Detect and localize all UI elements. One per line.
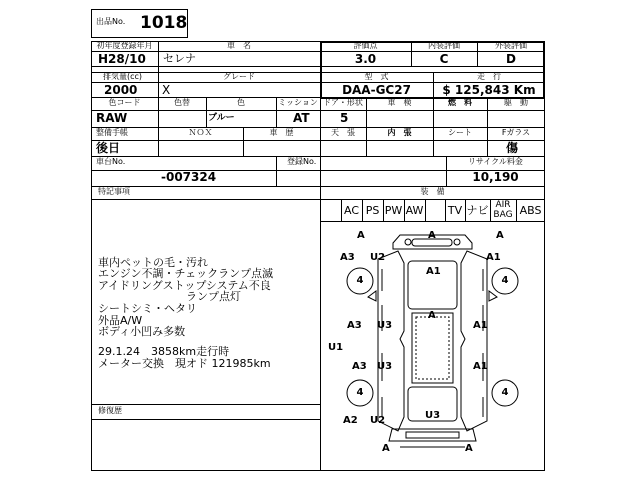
color-code-value: RAW <box>96 111 128 125</box>
color-label: 色 <box>237 98 245 107</box>
front-glass-value: 傷 <box>506 141 519 155</box>
transmission-value: AT <box>293 111 310 125</box>
damage-mark: A3 <box>347 320 362 331</box>
note-line: メーター交換 現オド 121985km <box>98 357 271 370</box>
lot-number: 1018 <box>140 13 188 33</box>
tire-mark-rear-left: 4 <box>356 387 364 398</box>
damage-mark: A3 <box>352 361 367 372</box>
damage-mark: A <box>357 230 365 241</box>
car-name-label: 車 名 <box>227 41 251 50</box>
damage-mark: A <box>496 230 504 241</box>
doors-label: ドア・形状 <box>323 98 363 107</box>
note-line: シートシミ・ヘタリ <box>98 302 197 315</box>
damage-mark: A <box>465 443 473 454</box>
score-label: 評価点 <box>353 41 378 50</box>
note-line: ランプ点灯 <box>98 290 241 303</box>
model-label: 型 式 <box>364 72 389 81</box>
maintenance-value: 後日 <box>96 141 121 155</box>
damage-mark: A <box>428 230 436 241</box>
note-line: 車内ペットの毛・汚れ <box>98 256 208 269</box>
damage-mark: A <box>428 310 436 321</box>
damage-mark: U3 <box>425 410 441 421</box>
damage-mark: U1 <box>328 342 344 353</box>
damage-mark: A1 <box>486 252 501 263</box>
note-line: ボディ小凹み多数 <box>98 325 186 338</box>
car-name-value: セレナ <box>163 52 196 65</box>
recycle-value: 10,190 <box>472 170 519 184</box>
history-label: 車 歴 <box>269 128 294 137</box>
damage-mark: A <box>382 443 390 454</box>
damage-mark: U2 <box>370 252 386 263</box>
damage-mark: U3 <box>377 361 393 372</box>
interior-score-label: 内装評価 <box>428 41 460 50</box>
note-line: 外品A/W <box>98 314 143 327</box>
note-line: エンジン不調・チェックランプ点滅 <box>98 267 274 280</box>
color-change-label: 色替 <box>174 98 190 107</box>
equipment-airbag: AIR BAG <box>493 200 513 220</box>
notes-label: 特記事項 <box>98 187 130 196</box>
score-value: 3.0 <box>354 52 377 66</box>
note-line: アイドリングストップシステム不良 <box>98 279 271 292</box>
inspection-label: 車 検 <box>387 98 412 107</box>
displacement-label: 排気量(cc) <box>103 72 143 81</box>
maintenance-label: 整備手帳 <box>96 128 128 137</box>
doors-value: 5 <box>340 111 349 125</box>
grade-label: グレード <box>223 72 255 81</box>
tire-mark-front-left: 4 <box>356 275 364 286</box>
damage-mark: A1 <box>426 266 441 277</box>
damage-mark: A2 <box>343 415 358 426</box>
nox-label: ＮＯＸ <box>188 128 213 137</box>
repair-history-label: 修復歴 <box>98 406 122 415</box>
equipment-ps: PS <box>365 204 380 217</box>
transmission-label: ミッション <box>278 98 318 107</box>
damage-mark: A1 <box>473 361 488 372</box>
note-line: 29.1.24 3858km走行時 <box>98 345 230 358</box>
damage-mark: U2 <box>370 415 386 426</box>
interior-ceiling-label: 内 張 <box>387 128 412 137</box>
equipment-tv: TV <box>447 204 463 217</box>
registration-label: 登録No. <box>287 157 317 166</box>
displacement-value: 2000 <box>104 83 138 97</box>
fuel-label: 燃 料 <box>448 98 472 107</box>
reg-year-label: 初年度登録年月 <box>96 41 153 50</box>
mileage-value: $ 125,843 Km <box>442 83 536 97</box>
seat-label: シート <box>448 128 472 137</box>
front-glass-label: Fガラス <box>501 128 531 137</box>
tire-mark-rear-right: 4 <box>501 387 509 398</box>
interior-score-value: C <box>439 52 449 66</box>
equipment-abs: ABS <box>519 204 542 217</box>
recycle-label: リサイクル料金 <box>468 157 523 166</box>
tire-mark-front-right: 4 <box>501 275 509 286</box>
damage-mark: U3 <box>377 320 393 331</box>
model-value: DAA-GC27 <box>342 83 411 97</box>
equipment-navi: ナビ <box>466 204 489 217</box>
exterior-score-value: D <box>506 52 516 66</box>
damage-mark: A3 <box>340 252 355 263</box>
grade-value: X <box>162 83 171 97</box>
reg-year-value: H28/10 <box>98 52 146 66</box>
damage-mark: A1 <box>473 320 488 331</box>
lot-number-label: 出品No. <box>96 17 126 26</box>
chassis-value: -007324 <box>161 170 217 184</box>
equipment-ac: AC <box>343 204 359 217</box>
ceiling-label: 天 張 <box>331 128 355 137</box>
drive-label: 駆 動 <box>504 98 528 107</box>
equipment-blank <box>425 201 445 221</box>
equipment-pw: PW <box>384 204 403 217</box>
color-value: ブルー <box>208 113 235 123</box>
chassis-label: 車台No. <box>96 157 126 166</box>
color-code-label: 色コード <box>108 98 141 107</box>
mileage-label: 走 行 <box>477 72 501 81</box>
exterior-score-label: 外装評価 <box>495 41 527 50</box>
equipment-aw: AW <box>405 204 424 217</box>
equipment-label: 装 備 <box>420 187 445 196</box>
